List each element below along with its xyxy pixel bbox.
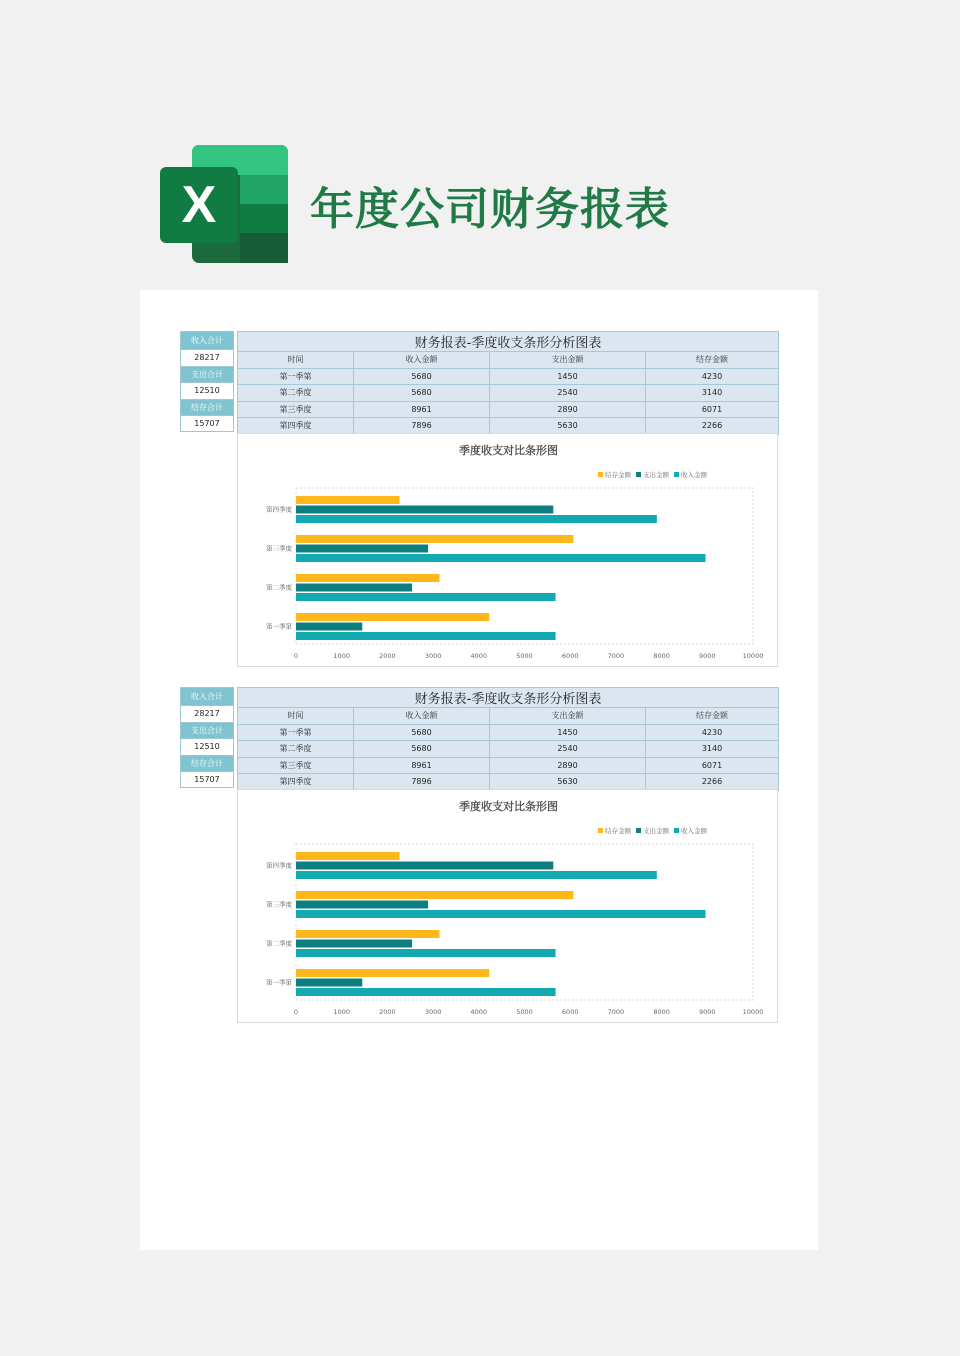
table-caption: 财务报表-季度收支条形分析图表 xyxy=(238,688,779,708)
table-row xyxy=(238,401,779,418)
table-cell[interactable]: 第四季度 xyxy=(238,418,354,435)
bar xyxy=(296,988,556,996)
bar xyxy=(296,852,400,860)
page-header xyxy=(160,145,800,265)
table-cell[interactable]: 3140 xyxy=(646,385,779,402)
legend-label: 支出金额 xyxy=(643,827,669,835)
table-cell[interactable]: 2890 xyxy=(490,757,646,774)
column-header: 结存金额 xyxy=(646,352,779,369)
column-header: 收入金额 xyxy=(354,708,490,725)
x-tick-label: 6000 xyxy=(561,1008,579,1016)
bar xyxy=(296,901,428,909)
x-tick-label: 0 xyxy=(293,652,299,660)
table-cell[interactable]: 第一季第 xyxy=(238,724,354,741)
logo-letter: X xyxy=(181,176,217,234)
table-caption: 财务报表-季度收支条形分析图表 xyxy=(238,332,779,352)
table-cell[interactable]: 1450 xyxy=(490,368,646,385)
summary-value[interactable]: 15707 xyxy=(180,415,234,432)
bar xyxy=(296,632,556,640)
column-header: 收入金额 xyxy=(354,352,490,369)
bar-chart[interactable] xyxy=(237,789,778,1023)
bar xyxy=(296,574,439,582)
table-cell[interactable]: 第三季度 xyxy=(238,757,354,774)
table-cell[interactable]: 1450 xyxy=(490,724,646,741)
table-cell[interactable]: 6071 xyxy=(646,401,779,418)
x-tick-label: 5000 xyxy=(516,1008,533,1016)
x-tick-label: 3000 xyxy=(424,1008,442,1016)
bar xyxy=(296,535,573,543)
table-cell[interactable]: 第一季第 xyxy=(238,368,354,385)
column-header: 时间 xyxy=(238,352,354,369)
table-cell[interactable]: 5680 xyxy=(354,741,490,758)
x-tick-label: 10000 xyxy=(742,652,764,660)
bar xyxy=(296,554,706,562)
legend-swatch xyxy=(636,828,641,833)
summary-label: 收入合计 xyxy=(180,331,234,349)
bar xyxy=(296,910,706,918)
x-tick-label: 3000 xyxy=(424,652,442,660)
excel-logo-icon xyxy=(160,145,290,263)
summary-value[interactable]: 15707 xyxy=(180,771,234,788)
column-header: 时间 xyxy=(238,708,354,725)
table-cell[interactable]: 第二季度 xyxy=(238,385,354,402)
table-cell[interactable]: 2540 xyxy=(490,385,646,402)
x-tick-label: 4000 xyxy=(470,652,488,660)
bar xyxy=(296,969,489,977)
bar-chart-svg xyxy=(238,790,779,1024)
summary-label: 支出合计 xyxy=(180,366,234,383)
summary-value[interactable]: 28217 xyxy=(180,705,234,722)
table-cell[interactable]: 5680 xyxy=(354,724,490,741)
x-tick-label: 2000 xyxy=(379,1008,396,1016)
category-label: 第三季度 xyxy=(266,544,292,553)
bar xyxy=(296,891,573,899)
table-row xyxy=(238,418,779,435)
table-row xyxy=(238,368,779,385)
category-label: 第一季第 xyxy=(266,622,292,631)
summary-value[interactable]: 12510 xyxy=(180,382,234,399)
table-cell[interactable]: 2540 xyxy=(490,741,646,758)
x-tick-label: 5000 xyxy=(516,652,533,660)
x-tick-label: 6000 xyxy=(561,652,579,660)
summary-value[interactable]: 12510 xyxy=(180,738,234,755)
legend-swatch xyxy=(636,472,641,477)
bar xyxy=(296,613,489,621)
document-page xyxy=(140,290,818,1250)
table-cell[interactable]: 2266 xyxy=(646,418,779,435)
bar xyxy=(296,930,439,938)
legend-swatch xyxy=(674,472,679,477)
column-header: 支出金额 xyxy=(490,352,646,369)
x-tick-label: 10000 xyxy=(742,1008,764,1016)
bar xyxy=(296,871,657,879)
summary-column xyxy=(180,331,234,432)
table-cell[interactable]: 8961 xyxy=(354,401,490,418)
bar xyxy=(296,940,412,948)
table-cell[interactable]: 7896 xyxy=(354,418,490,435)
column-header: 支出金额 xyxy=(490,708,646,725)
bar xyxy=(296,949,556,957)
summary-label: 收入合计 xyxy=(180,687,234,705)
bar xyxy=(296,862,553,870)
report-sheet-2 xyxy=(180,687,778,1025)
x-tick-label: 1000 xyxy=(333,652,350,660)
table-cell[interactable]: 2266 xyxy=(646,774,779,791)
legend-label: 结存金额 xyxy=(605,471,631,479)
x-tick-label: 7000 xyxy=(607,652,625,660)
table-row xyxy=(238,741,779,758)
x-tick-label: 8000 xyxy=(653,1008,670,1016)
x-tick-label: 1000 xyxy=(333,1008,350,1016)
quarter-table xyxy=(237,331,779,435)
table-cell[interactable]: 5680 xyxy=(354,385,490,402)
chart-title: 季度收支对比条形图 xyxy=(459,444,558,457)
category-label: 第四季度 xyxy=(266,861,292,870)
category-label: 第一季第 xyxy=(266,978,292,987)
page-title: 年度公司财务报表 xyxy=(310,184,670,235)
x-tick-label: 0 xyxy=(293,1008,299,1016)
bar xyxy=(296,506,553,514)
chart-title: 季度收支对比条形图 xyxy=(459,800,558,813)
x-tick-label: 4000 xyxy=(470,1008,488,1016)
table-cell[interactable]: 5630 xyxy=(490,774,646,791)
x-tick-label: 2000 xyxy=(379,652,396,660)
summary-column xyxy=(180,687,234,788)
bar xyxy=(296,593,556,601)
table-cell[interactable]: 第二季度 xyxy=(238,741,354,758)
bar xyxy=(296,515,657,523)
table-row xyxy=(238,385,779,402)
table-cell[interactable]: 3140 xyxy=(646,741,779,758)
bar-chart[interactable] xyxy=(237,433,778,667)
category-label: 第四季度 xyxy=(266,505,292,514)
table-cell[interactable]: 第三季度 xyxy=(238,401,354,418)
bar-chart-svg xyxy=(238,434,779,668)
x-tick-label: 9000 xyxy=(699,652,716,660)
x-tick-label: 8000 xyxy=(653,652,670,660)
summary-value[interactable]: 28217 xyxy=(180,349,234,366)
category-label: 第三季度 xyxy=(266,900,292,909)
bar xyxy=(296,623,362,631)
table-cell[interactable]: 4230 xyxy=(646,724,779,741)
table-cell[interactable]: 5630 xyxy=(490,418,646,435)
table-cell[interactable]: 第四季度 xyxy=(238,774,354,791)
legend-label: 结存金额 xyxy=(605,827,631,835)
bar xyxy=(296,496,400,504)
table-cell[interactable]: 6071 xyxy=(646,757,779,774)
legend-label: 支出金额 xyxy=(643,471,669,479)
column-header: 结存金额 xyxy=(646,708,779,725)
report-sheet-1 xyxy=(180,331,778,669)
table-row xyxy=(238,757,779,774)
table-cell[interactable]: 5680 xyxy=(354,368,490,385)
table-cell[interactable]: 4230 xyxy=(646,368,779,385)
summary-label: 支出合计 xyxy=(180,722,234,739)
summary-label: 结存合计 xyxy=(180,399,234,416)
legend-label: 收入金额 xyxy=(681,471,707,479)
bar xyxy=(296,584,412,592)
table-cell[interactable]: 2890 xyxy=(490,401,646,418)
bar xyxy=(296,545,428,553)
x-tick-label: 7000 xyxy=(607,1008,625,1016)
summary-label: 结存合计 xyxy=(180,755,234,772)
bar xyxy=(296,979,362,987)
legend-label: 收入金额 xyxy=(681,827,707,835)
table-cell[interactable]: 8961 xyxy=(354,757,490,774)
quarter-table xyxy=(237,687,779,791)
legend-swatch xyxy=(598,828,603,833)
legend-swatch xyxy=(598,472,603,477)
table-row xyxy=(238,724,779,741)
category-label: 第二季度 xyxy=(266,583,292,592)
table-row xyxy=(238,774,779,791)
table-cell[interactable]: 7896 xyxy=(354,774,490,791)
category-label: 第二季度 xyxy=(266,939,292,948)
legend-swatch xyxy=(674,828,679,833)
x-tick-label: 9000 xyxy=(699,1008,716,1016)
